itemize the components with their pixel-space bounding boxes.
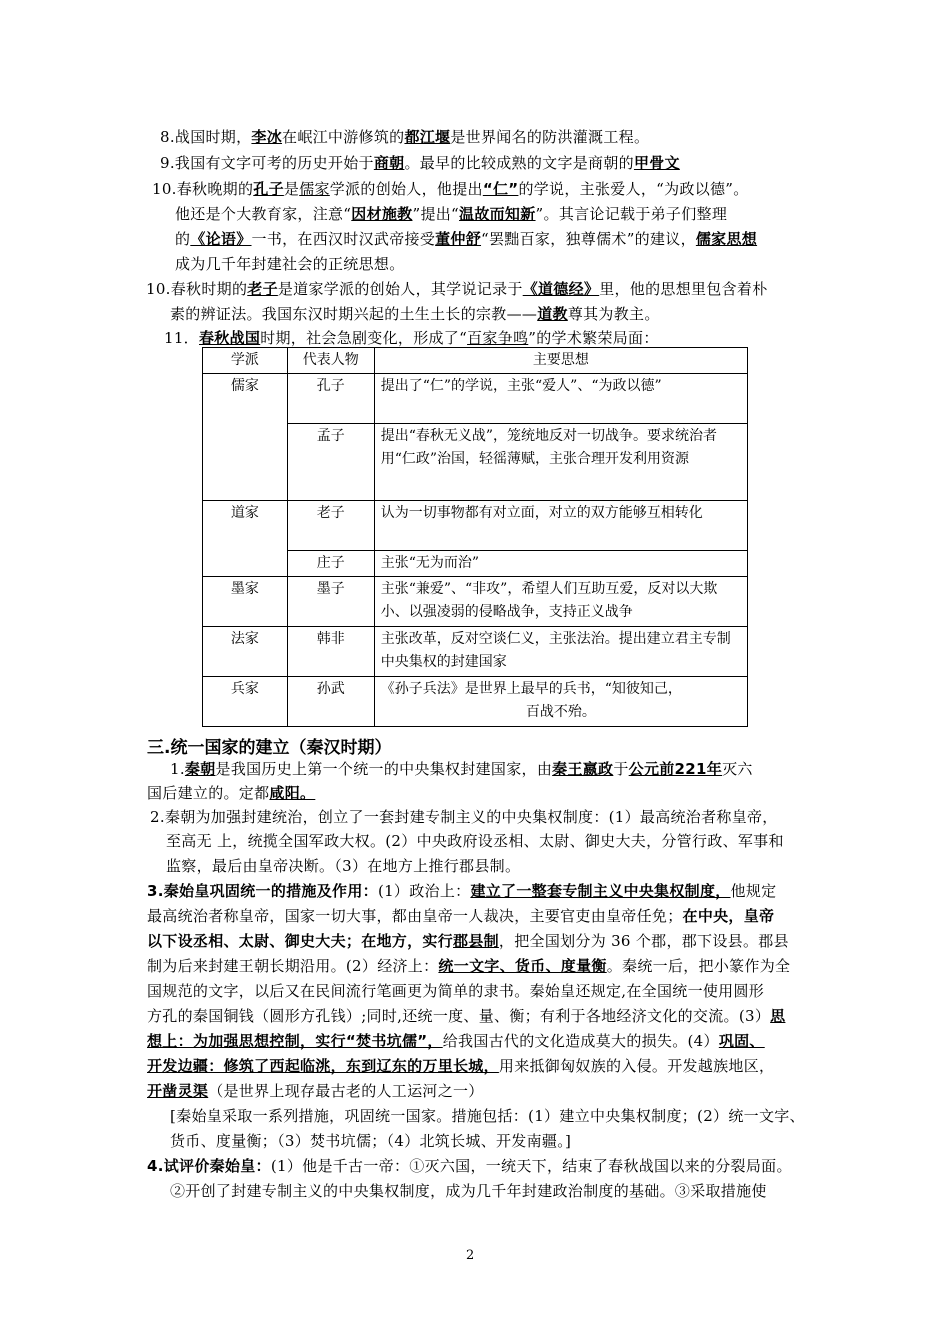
school-cell: 兵家 [203,677,288,727]
table-header: 代表人物 [287,348,374,374]
item-8: 8.战国时期，李冰在岷江中游修筑的都江堰是世界闻名的防洪灌溉工程。 [160,128,650,146]
page-number: 2 [466,1248,475,1263]
section3-item-4-line1: 4.试评价秦始皇：(1）他是千古一帝：①灭六国，一统天下，结束了春秋战国以来的分裂局面。 [147,1157,792,1175]
person-cell: 庄子 [287,551,374,577]
item-10-confucius-line2: 他还是个大教育家，注意“因材施教”提出“温故而知新”。其言论记载于弟子们整理 [175,205,728,223]
idea-cell: 主张“兼爱”、“非攻”，希望人们互助互爱，反对以大欺小、以强凌弱的侵略战争，支持正义战争 [374,577,747,627]
section3-item-3-line8: 开发边疆：修筑了西起临洮，东到辽东的万里长城，用来抵御匈奴族的入侵。开发越族地区， [147,1057,775,1075]
item-10-confucius-line3: 的《论语》一书，在西汉时汉武帝接受董仲舒“罢黜百家，独尊儒术”的建议，儒家思想 [175,230,758,248]
person-cell: 韩非 [287,627,374,677]
idea-cell: 主张改革，反对空谈仁义，主张法治。提出建立君主专制中央集权的封建国家 [374,627,747,677]
section3-item-1-line1: 1.秦朝是我国历史上第一个统一的中央集权封建国家，由秦王嬴政于公元前221年灭六 [170,760,753,778]
item-10-laozi-line1: 10.春秋时期的老子是道家学派的创始人，其学说记录于《道德经》里，他的思想里包含着朴 [146,280,768,298]
person-cell: 墨子 [287,577,374,627]
school-cell: 墨家 [203,577,288,627]
item-10-laozi-line2: 素的辨证法。我国东汉时期兴起的土生土长的宗教——道教尊其为教主。 [170,305,660,323]
school-cell: 道家 [203,501,288,577]
table-row [203,627,748,677]
term-dujiangyan: 都江堰 [404,128,451,146]
idea-cell: 《孙子兵法》是世界上最早的兵书，“知彼知己， 百战不殆。 [374,677,747,727]
table-header-row [203,348,748,374]
section3-note-line1: [秦始皇采取一系列措施，巩固统一国家。措施包括：(1）建立中央集权制度；(2）统一文字、 [170,1107,805,1125]
section3-item-3-line4: 制为后来封建王朝长期沿用。(2）经济上：统一文字、货币、度量衡。秦统一后，把小篆作为全 [147,957,791,975]
section3-item-3-line3: 以下设丞相、太尉、御史大夫；在地方，实行郡县制，把全国划分为 36 个郡，郡下设县。郡县 [147,932,789,950]
table-row [203,501,748,551]
table-header: 学派 [203,348,288,374]
idea-cell: 提出了“仁”的学说，主张“爱人”、“为政以德” [374,374,747,424]
section3-item-3-line5: 国规范的文字，以后又在民间流行笔画更为简单的隶书。秦始皇还规定,在全国统一使用圆形 [147,982,765,1000]
section3-item-4-line2: ②开创了封建专制主义的中央集权制度，成为几千年封建政治制度的基础。③采取措施使 [170,1182,767,1200]
section3-item-3-line6: 方孔的秦国铜钱（圆形方孔钱）;同时,还统一度、量、衡；有利于各地经济文化的交流。(3）思 [147,1007,786,1025]
idea-cell: 提出“春秋无义战”，笼统地反对一切战争。要求统治者用“仁政”治国，轻徭薄赋，主张合理开发利用资源 [374,424,747,501]
school-cell: 儒家 [203,374,288,501]
section3-item-3-line1: 3.秦始皇巩固统一的措施及作用：(1）政治上：建立了一整套专制主义中央集权制度，他规定 [147,882,777,900]
person-cell: 老子 [287,501,374,551]
term-li-bing: 李冰 [251,128,283,146]
person-cell: 孔子 [287,374,374,424]
section3-item-2-line2: 至高无 上，统揽全国军政大权。(2）中央政府设丞相、太尉、御史大夫，分管行政、军事和 [166,832,784,850]
item-10-confucius-line4: 成为几千年封建社会的正统思想。 [175,255,405,273]
table-row [203,677,748,727]
person-cell: 孟子 [287,424,374,501]
table-row [203,577,748,627]
person-cell: 孙武 [287,677,374,727]
table-row [203,374,748,424]
section-heading: 三.统一国家的建立（秦汉时期） [147,738,392,758]
section3-item-3-line7: 想上：为加强思想控制，实行“焚书坑儒”，给我国古代的文化造成莫大的损失。(4）巩固、 [147,1032,765,1050]
item-9: 9.我国有文字可考的历史开始于商朝。最早的比较成熟的文字是商朝的甲骨文 [160,154,680,172]
section3-item-3-line9: 开凿灵渠（是世界上现存最古老的人工运河之一） [147,1082,484,1100]
schools-table [202,347,748,727]
item-10-confucius-line1: 10.春秋晚期的孔子是儒家学派的创始人，他提出“仁”的学说，主张爱人，“为政以德”。 [152,180,749,198]
school-cell: 法家 [203,627,288,677]
section3-note-line2: 货币、度量衡；（3）焚书坑儒；（4）北筑长城、开发南疆。] [170,1132,572,1150]
table-header: 主要思想 [374,348,747,374]
item-11: 11．春秋战国时期，社会急剧变化，形成了“百家争鸣”的学术繁荣局面： [164,329,659,347]
section3-item-2-line1: 2.秦朝为加强封建统治，创立了一套封建专制主义的中央集权制度：(1）最高统治者称皇帝， [150,808,778,826]
section3-item-1-line2: 国后建立的。定都咸阳。 [147,784,316,802]
idea-cell: 认为一切事物都有对立面，对立的双方能够互相转化 [374,501,747,551]
section3-item-3-line2: 最高统治者称皇帝，国家一切大事，都由皇帝一人裁决，主要官吏由皇帝任免；在中央，皇帝 [147,907,775,925]
idea-cell: 主张“无为而治” [374,551,747,577]
section3-item-2-line3: 监察，最后由皇帝决断。（3）在地方上推行郡县制。 [166,857,521,875]
